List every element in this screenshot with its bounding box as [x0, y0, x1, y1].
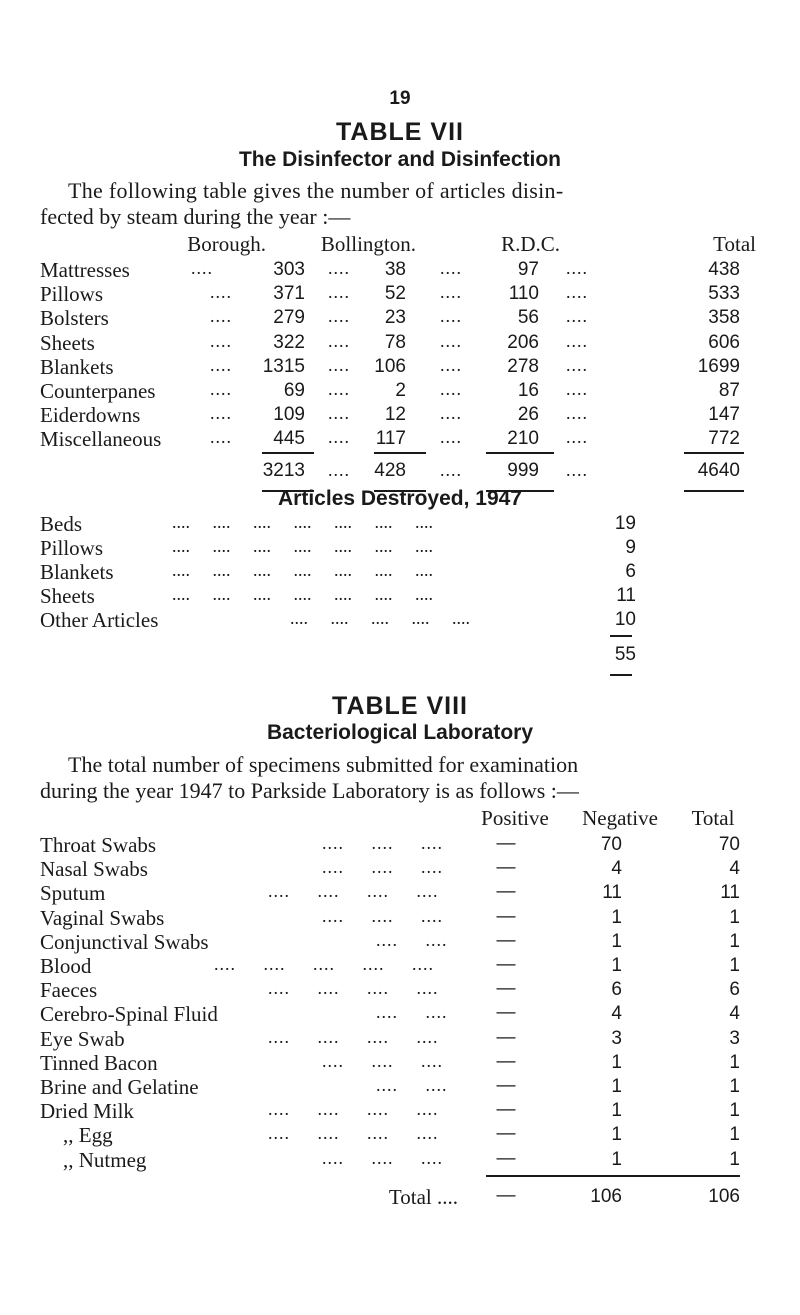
table7-cell: 16	[517, 380, 539, 401]
table8-col-header: Positive	[481, 806, 549, 830]
table7-leader-dots: ....	[210, 379, 232, 399]
table8-negative: 11	[602, 882, 622, 904]
table7-leader-dots: ....	[566, 258, 588, 278]
table8-negative: 70	[600, 834, 622, 855]
table7-row-label: Mattresses	[40, 258, 130, 282]
table8-row-label: Cerebro-Spinal Fluid	[40, 1002, 218, 1027]
table8-total: 1	[729, 1100, 740, 1122]
table7-leader-dots: ....	[566, 330, 588, 351]
table8-total: 4	[729, 1003, 740, 1025]
table8-positive: —	[496, 1075, 516, 1096]
table8-row-label: Tinned Bacon	[40, 1050, 158, 1075]
table7-leader-dots: ....	[328, 258, 350, 278]
table7-cell: 56	[517, 307, 539, 329]
table8-intro-line2: during the year 1947 to Parkside Laboratory is as follows :—	[40, 778, 579, 803]
table8-negative: 4	[611, 858, 622, 880]
table7-leader-dots: ....	[210, 354, 232, 375]
table8-leader-dots: .... .... .... .... ....	[214, 954, 434, 974]
table8-negative: 1	[611, 1100, 622, 1122]
table8-total: 1	[729, 930, 740, 952]
table7-leader-dots: ....	[440, 427, 462, 448]
table7-cell: 533	[708, 283, 740, 305]
table7-total-rule	[486, 452, 554, 454]
table7-total-rule	[684, 452, 744, 454]
destroyed-leader-dots: .... .... .... .... .... .... ....	[172, 560, 433, 580]
destroyed-title: Articles Destroyed, 1947	[278, 487, 522, 510]
table7-cell: 147	[708, 404, 740, 426]
table8-row-label: Throat Swabs	[40, 833, 157, 857]
table8-positive: —	[496, 978, 516, 1000]
table7-row-label: Pillows	[40, 282, 104, 307]
table7-cell: 606	[708, 331, 740, 353]
table8-total: 11	[720, 882, 740, 904]
table7-cell: 371	[273, 283, 305, 305]
table8-leader-dots: .... .... .... ....	[268, 881, 439, 902]
table8-negative: 1	[611, 955, 622, 976]
table7-cell: 12	[384, 404, 406, 426]
table7-intro-line1: The following table gives the number of articles disin-	[68, 178, 564, 203]
table7-leader-dots: ....	[328, 460, 350, 480]
table7-cell: 38	[384, 259, 406, 280]
table7-intro-line2: fected by steam during the year :—	[40, 204, 351, 229]
table7-cell: 358	[708, 307, 740, 329]
table8-positive: —	[496, 1147, 516, 1169]
table8-total: 70	[718, 834, 740, 855]
table7-cell: 279	[273, 307, 305, 329]
destroyed-label: Sheets	[40, 584, 95, 608]
table7-total: 428	[374, 460, 406, 481]
table8-intro-line1: The total number of specimens submitted for examination	[68, 752, 579, 777]
table7-leader-dots: ....	[440, 258, 462, 278]
table8-negative: 1	[611, 1148, 622, 1170]
destroyed-total: 55	[614, 644, 636, 665]
table7-cell: 78	[384, 331, 406, 353]
destroyed-value: 6	[625, 561, 636, 582]
table8-positive: —	[496, 1123, 516, 1145]
table7-leader-dots: ....	[328, 354, 350, 375]
table8-negative: 3	[611, 1027, 622, 1049]
table8-row-label: Blood	[40, 954, 92, 978]
table8-col-header: Total	[691, 806, 735, 830]
table7-total: 3213	[262, 460, 305, 481]
table7-cell: 87	[718, 380, 740, 401]
destroyed-leader-dots: .... .... .... .... .... .... ....	[172, 536, 433, 556]
table8-col-header: Negative	[582, 806, 658, 830]
table7-leader-dots: ....	[191, 258, 213, 278]
table7-col-header: Total	[713, 232, 756, 256]
table8-subtitle: Bacteriological Laboratory	[266, 721, 534, 744]
table8-leader-dots: .... ....	[376, 1075, 448, 1095]
table8-negative: 1	[611, 906, 622, 928]
table8-leader-dots: .... .... .... ....	[268, 1026, 439, 1047]
table8-positive: —	[496, 929, 516, 951]
table8-leader-dots: .... .... .... ....	[268, 1099, 439, 1120]
table7-total-rule	[262, 452, 314, 454]
table8-total-positive: —	[496, 1185, 516, 1206]
table8-negative: 4	[611, 1003, 622, 1025]
table7-col-header: Borough.	[187, 232, 266, 256]
table8-negative: 1	[611, 1051, 622, 1073]
table8-negative: 6	[611, 979, 622, 1001]
table8-positive: —	[496, 833, 516, 854]
destroyed-leader-dots: .... .... .... .... .... .... ....	[172, 512, 433, 532]
table7-leader-dots: ....	[440, 403, 462, 424]
table7-cell: 278	[507, 355, 539, 377]
table7-title: TABLE VII	[336, 118, 464, 146]
destroyed-label: Blankets	[40, 560, 114, 584]
table8-total-rule	[486, 1175, 740, 1177]
table8-title: TABLE VIII	[332, 692, 468, 720]
table7-leader-dots: ....	[210, 306, 232, 327]
table8-leader-dots: .... .... ....	[322, 833, 443, 853]
table8-positive: —	[496, 857, 516, 879]
table7-cell: 1315	[262, 355, 305, 377]
table7-leader-dots: ....	[566, 379, 588, 399]
table8-row-label: ,, Egg	[63, 1123, 113, 1148]
table7-row-label: Counterpanes	[40, 379, 156, 403]
table8-leader-dots: .... .... ....	[322, 905, 443, 926]
table7-cell: 1699	[697, 355, 740, 377]
table8-negative: 1	[611, 1124, 622, 1146]
table7-leader-dots: ....	[328, 330, 350, 351]
table7-cell: 97	[517, 259, 539, 280]
table8-negative: 1	[611, 1076, 622, 1097]
table7-row-label: Sheets	[40, 330, 95, 355]
table7-cell: 322	[273, 331, 305, 353]
table8-total: 1	[729, 1076, 740, 1097]
table8-leader-dots: .... .... ....	[322, 1147, 443, 1168]
table8-leader-dots: .... .... .... ....	[268, 978, 439, 999]
table8-total: 1	[729, 1051, 740, 1073]
table8-negative: 1	[611, 930, 622, 952]
table7-cell: 69	[283, 380, 305, 401]
destroyed-label: Other Articles	[40, 608, 159, 632]
table7-leader-dots: ....	[328, 427, 350, 448]
table7-row-label: Miscellaneous	[40, 427, 162, 452]
table8-positive: —	[496, 1099, 516, 1121]
table8-positive: —	[496, 1050, 516, 1072]
table7-leader-dots: ....	[566, 427, 588, 448]
table7-row-label: Blankets	[40, 354, 114, 379]
table7-cell: 110	[508, 283, 539, 305]
table7-cell: 2	[395, 380, 406, 401]
table7-leader-dots: ....	[440, 379, 462, 399]
destroyed-label: Beds	[40, 512, 82, 536]
table8-row-label: Vaginal Swabs	[40, 905, 165, 930]
table8-row-label: Conjunctival Swabs	[40, 929, 209, 954]
table8-total: 1	[729, 1124, 740, 1146]
table8-total: 6	[729, 979, 740, 1001]
table7-subtitle: The Disinfector and Disinfection	[238, 148, 562, 171]
table7-cell: 109	[273, 404, 305, 426]
table7-leader-dots: ....	[210, 403, 232, 424]
table7-leader-dots: ....	[210, 330, 232, 351]
destroyed-total-rule	[610, 635, 632, 637]
page-number: 19	[389, 88, 411, 109]
table7-col-header: R.D.C.	[501, 232, 560, 256]
table7-leader-dots: ....	[210, 427, 232, 448]
table7-leader-dots: ....	[566, 354, 588, 375]
table7-leader-dots: ....	[328, 306, 350, 327]
table7-cell: 772	[708, 428, 740, 450]
table8-row-label: Sputum	[40, 881, 106, 906]
table7-cell: 206	[507, 331, 539, 353]
table7-cell: 106	[374, 355, 406, 377]
table7-cell: 303	[273, 259, 305, 280]
table8-total: 3	[729, 1027, 740, 1049]
table8-leader-dots: .... ....	[376, 929, 448, 950]
table8-positive: —	[496, 1002, 516, 1024]
table8-positive: —	[496, 1026, 516, 1048]
table7-leader-dots: ....	[328, 282, 350, 303]
table7-leader-dots: ....	[328, 379, 350, 399]
destroyed-value: 11	[616, 585, 636, 606]
table7-cell: 23	[384, 307, 406, 329]
table8-row-label: Faeces	[40, 978, 98, 1003]
destroyed-label: Pillows	[40, 536, 104, 560]
destroyed-value: 10	[614, 609, 636, 630]
table8-row-label: Dried Milk	[40, 1099, 134, 1124]
table8-row-label: Nasal Swabs	[40, 857, 148, 882]
table7-cell: 438	[708, 259, 740, 280]
table7-leader-dots: ....	[566, 282, 588, 303]
table7-leader-dots: ....	[566, 306, 588, 327]
table7-total-rule	[374, 452, 426, 454]
destroyed-leader-dots: .... .... .... .... ....	[290, 608, 470, 628]
table7-cell: 52	[384, 283, 406, 305]
table8-row-label: Brine and Gelatine	[40, 1075, 199, 1099]
table8-leader-dots: .... .... .... ....	[268, 1123, 439, 1144]
destroyed-leader-dots: .... .... .... .... .... .... ....	[172, 584, 433, 604]
table8-total-label: Total ....	[388, 1185, 458, 1209]
table8-total: 1	[729, 1148, 740, 1170]
table7-leader-dots: ....	[440, 306, 462, 327]
table8-total-total: 106	[708, 1186, 740, 1207]
table7-col-header: Bollington.	[320, 232, 416, 256]
table7-cell: 445	[273, 428, 305, 450]
table7-row-label: Eiderdowns	[40, 403, 141, 428]
table7-leader-dots: ....	[440, 354, 462, 375]
table7-leader-dots: ....	[440, 282, 462, 303]
table7-leader-dots: ....	[210, 282, 232, 303]
table7-cell: 210	[507, 428, 539, 450]
table7-total: 999	[507, 460, 539, 481]
table7-row-label: Bolsters	[40, 306, 109, 331]
table7-leader-dots: ....	[566, 460, 588, 480]
table8-positive: —	[496, 881, 516, 903]
table7-total: 4640	[697, 460, 740, 481]
destroyed-total-rule	[610, 674, 632, 676]
table7-cell: 117	[375, 428, 406, 450]
table8-total: 4	[729, 858, 740, 880]
table7-leader-dots: ....	[440, 330, 462, 351]
table7-leader-dots: ....	[566, 403, 588, 424]
table8-leader-dots: .... .... ....	[322, 857, 443, 878]
table8-leader-dots: .... ....	[376, 1002, 448, 1023]
table8-row-label: ,, Nutmeg	[63, 1147, 147, 1172]
table8-leader-dots: .... .... ....	[322, 1050, 443, 1071]
table8-total-negative: 106	[590, 1186, 622, 1207]
table7-leader-dots: ....	[440, 460, 462, 480]
table8-total: 1	[729, 955, 740, 976]
table8-row-label: Eye Swab	[40, 1026, 125, 1051]
table8-positive: —	[496, 954, 516, 975]
table8-total: 1	[729, 906, 740, 928]
table7-leader-dots: ....	[328, 403, 350, 424]
destroyed-value: 19	[614, 513, 636, 534]
table7-cell: 26	[517, 404, 539, 426]
table8-positive: —	[496, 905, 516, 927]
destroyed-value: 9	[625, 537, 636, 558]
